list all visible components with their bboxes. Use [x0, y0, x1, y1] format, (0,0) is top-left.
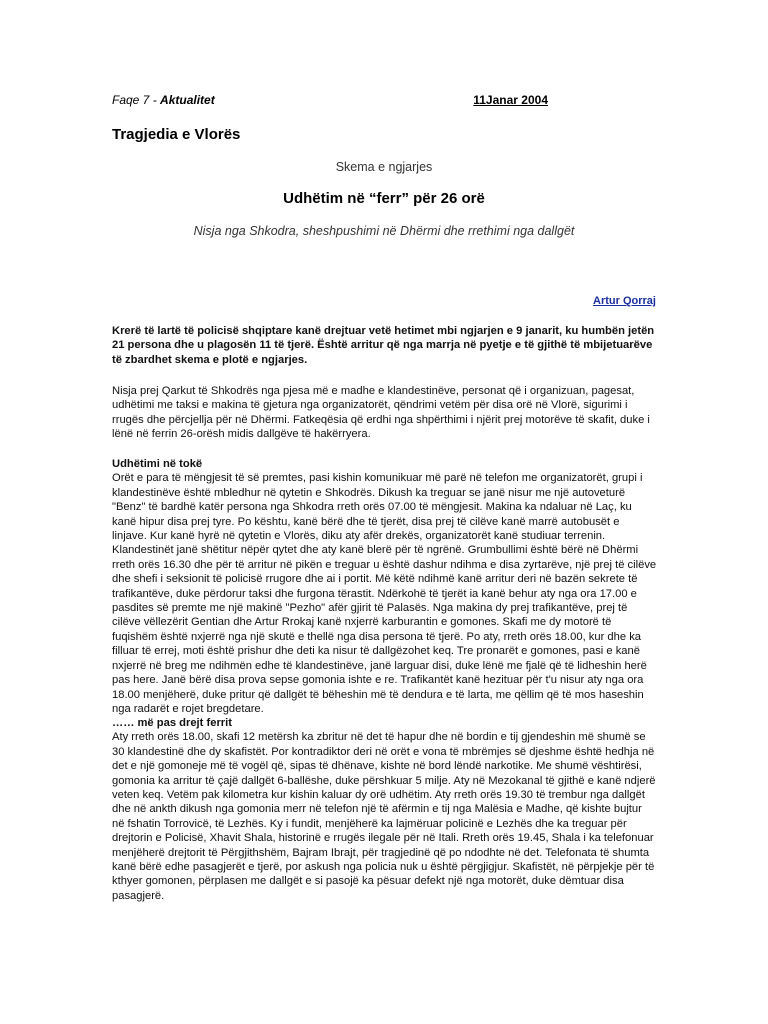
page-number: Faqe 7 - [112, 93, 161, 107]
author-link[interactable]: Artur Qorraj [593, 295, 656, 307]
issue-date: 11Janar 2004 [473, 93, 548, 107]
article-paragraph: Nisja prej Qarkut të Shkodrës nga pjesa më e madhe e klandestinëve, personat që i organizuan, pagesat, udhëtimi me taksi e makina të gjetura nga organizatorët, qëndrimi vetëm për disa orë në Vlorë, sigurimi i rrugës dhe përcjellja për në Dhërmi. Fatkeqësia që erdhi nga shpërthimi i njërit prej motorëve të skafit, duke i lënë në ferrin 26-orësh midis dallgëve të hakërryera. [112, 385, 650, 441]
section-land-journey [112, 457, 657, 716]
article-subheadline: Nisja nga Shkodra, sheshpushimi në Dhërmi dhe rrethimi nga dallgët [193, 224, 575, 238]
section-name: Aktualitet [160, 93, 215, 107]
section-heading: …… më pas drejt ferrit [112, 717, 232, 729]
page-section-label [112, 93, 215, 107]
section-heading: Udhëtimi në tokë [112, 458, 203, 470]
section-text: Aty rreth orës 18.00, skafi 12 metërsh ka zbritur në det të hapur dhe në bordin e tij gjendeshin më shumë se 30 klandestinë dhe dy skafistët. Por kontradiktor deri në orët e vona të mbrëmjes së djeshme është hedhja në det e një gomoneje më të vogël që, sipas të dhënave, kishte në bord lëndë narkotike. Me shumë vështirësi, gomonia ka arritur të çajë dallgët 6-ballëshe, duke përshkuar 5 milje. Aty në Mezokanal të gjithë e kanë ndjerë veten keq. Vetëm pak kilometra kur kishin kaluar dy orë udhëtim. Aty rreth orës 19.30 të trembur nga dallgët dhe në ankth dikush nga gomonia merr në telefon një të afërmin e tij nga Malësia e Madhe, që kishte bujtur në fshatin Torrovicë, të Lezhës. Ky i fundit, menjëherë ka lajmëruar policinë e Lezhës dhe ka treguar për drejtorin e Policisë, Xhavit Shala, historinë e rrugës ilegale për në Itali. Rreth orës 19.45, Shala i ka telefonuar menjëherë drejtorit të Përgjithshëm, Bajram Ibrajt, për tragjedinë që po ndodhte në det. Telefonata të shumta kanë bërë edhe pasagjerët e tjerë, por askush nga policia nuk u është përgjigjur. Skafistët, në përpjekje për të kthyer gomonen, përplasen me dallgët e si pasojë ka pësuar defekt një nga motorët, duke dëmtuar disa pasagjerë. [112, 731, 656, 902]
article-title: Tragjedia e Vlorës [112, 126, 241, 143]
page-header [112, 93, 548, 109]
article-headline: Udhëtim në “ferr” për 26 orë [283, 190, 485, 207]
article-kicker: Skema e ngjarjes [335, 160, 433, 174]
section-to-hell [112, 716, 657, 903]
article-lead: Krerë të lartë të policisë shqiptare kanë drejtuar vetë hetimet mbi ngjarjen e 9 janarit, ku humbën jetën 21 persona dhe u plagosën 11 të tjerë. Është arritur që nga marrja në pyetje e të gjithë të mbijetuarëve të zbardhet skema e plotë e ngjarjes. [112, 325, 655, 366]
section-text: Orët e para të mëngjesit të së premtes, pasi kishin komunikuar më parë në telefon me organizatorët, grupi i klandestinëve është mbledhur në qytetin e Shkodrës. Dikush ka treguar se janë nisur me një autoveturë "Benz" të bardhë katër persona nga Shkodra rreth orës 07.00 të mëngjesit. Makina ka ndaluar në Laç, ku kanë hipur disa prej tyre. Po kështu, kanë bërë dhe të tjerët, disa prej të cilëve kanë marrë autobusët e linjave. Kur kanë hyrë në qytetin e Vlorës, diku aty afër drekës, organizatorët kanë studiuar terrenin. Klandestinët janë shëtitur nëpër qytet dhe aty kanë blerë për të ngrënë. Grumbullimi është bërë në Dhërmi rreth orës 16.30 dhe për të arritur në pikën e treguar u është dashur ndihma e disa zyrtarëve, një prej të cilëve dhe shefi i seksionit të policisë rrugore dhe ai i portit. Më këtë ndihmë kanë arritur deri në bazën sekrete të trafikantëve, duke përdorur taksi dhe furgona tërastit. Ndërkohë të tjerët ia kanë behur aty nga ora 17.00 e pasdites së premte me një makinë "Pezho" afër gjirit të Palasës. Nga makina dy prej trafikantëve, prej të cilëve vëllezërit Gentian dhe Artur Rrokaj kanë nxjerrë karburantin e gomones. Skafi me dy motorë të fuqishëm është nxjerrë nga një skutë e thellë nga disa persona të tjerë. Po aty, rreth orës 18.00, kur dhe ka filluar të errej, moti është prishur dhe deti ka nisur të dallgëzohet keq. Tre pronarët e gomones, pasi e kanë nxjerrë në breg me ndihmën edhe të klandestinëve, janë larguar disi, duke lënë me fjalë që të lidheshin herë pas here. Janë bërë disa prova sepse gomonia ishte e re. Trafikantët kanë hezituar për t'u nisur aty nga ora 18.00 menjëherë, duke pritur që dallgët të bëheshin më të dendura e të larta, me qëllim që të mos haseshin nga radarët e rojet bregdetare. [112, 472, 657, 715]
